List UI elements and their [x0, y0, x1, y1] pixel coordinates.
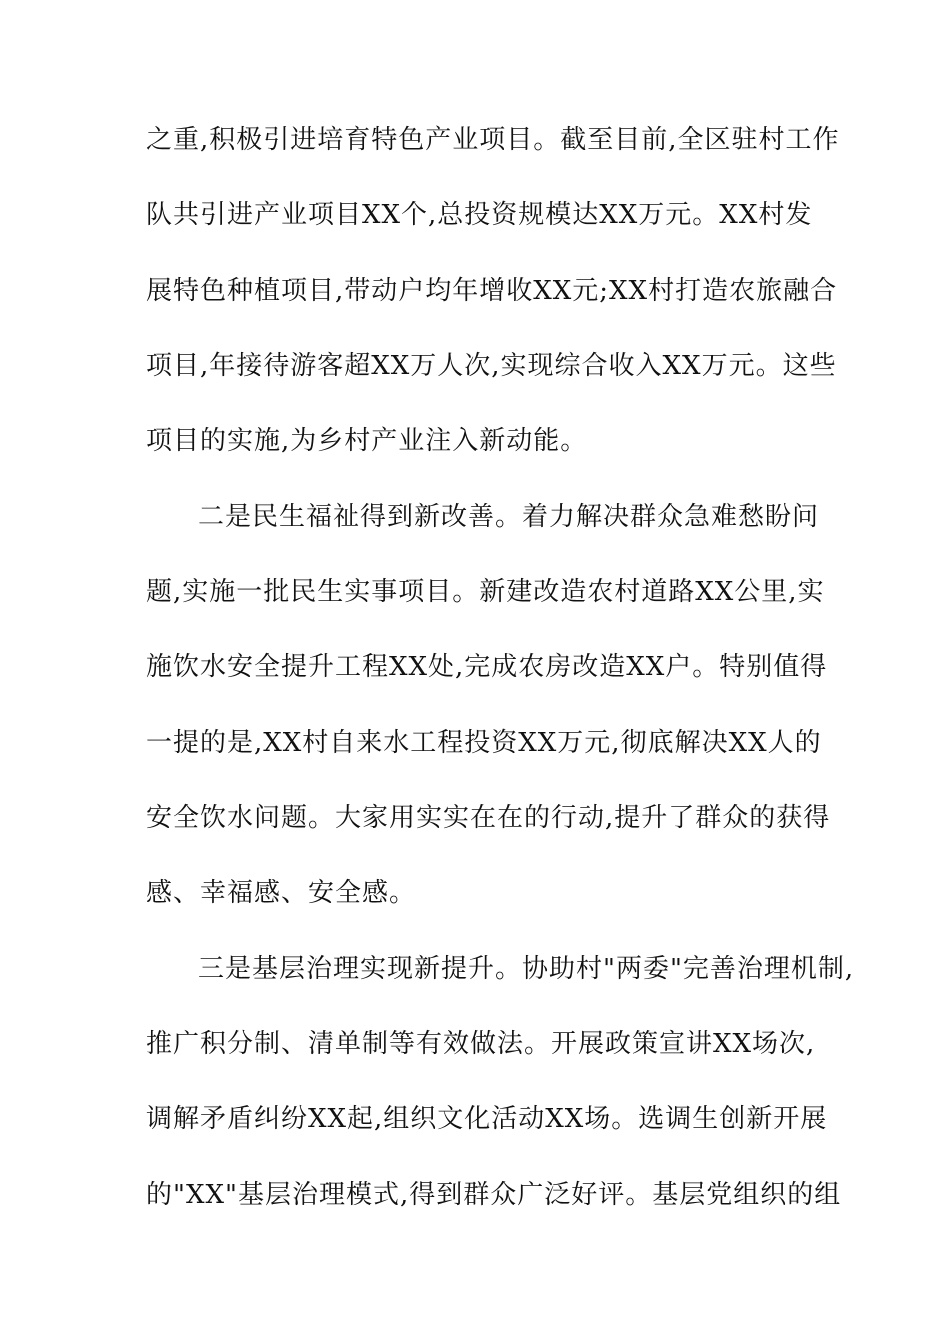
text-line: 安全饮水问题。大家用实实在在的行动,提升了群众的获得	[146, 803, 831, 833]
text-line: 感、幸福感、安全感。	[146, 878, 417, 908]
text-line: 项目,年接待游客超XX万人次,实现综合收入XX万元。这些	[146, 351, 837, 381]
text-line: 施饮水安全提升工程XX处,完成农房改造XX户。特别值得	[146, 652, 828, 682]
text-line: 展特色种植项目,带动户均年增收XX元;XX村打造农旅融合	[146, 276, 838, 306]
text-line: 一提的是,XX村自来水工程投资XX万元,彻底解决XX人的	[146, 728, 822, 758]
text-line: 项目的实施,为乡村产业注入新动能。	[146, 426, 588, 456]
paragraph-start-line: 三是基层治理实现新提升。协助村"两委"完善治理机制,	[198, 954, 855, 984]
text-line: 推广积分制、清单制等有效做法。开展政策宣讲XX场次,	[146, 1029, 816, 1059]
text-line: 之重,积极引进培育特色产业项目。截至目前,全区驻村工作	[146, 125, 840, 155]
text-line: 调解矛盾纠纷XX起,组织文化活动XX场。选调生创新开展	[146, 1104, 828, 1134]
text-line: 队共引进产业项目XX个,总投资规模达XX万元。XX村发	[146, 200, 813, 230]
text-line: 的"XX"基层治理模式,得到群众广泛好评。基层党组织的组	[146, 1180, 842, 1210]
paragraph-start-line: 二是民生福祉得到新改善。着力解决群众急难愁盼问	[198, 502, 820, 532]
text-line: 题,实施一批民生实事项目。新建改造农村道路XX公里,实	[146, 577, 825, 607]
